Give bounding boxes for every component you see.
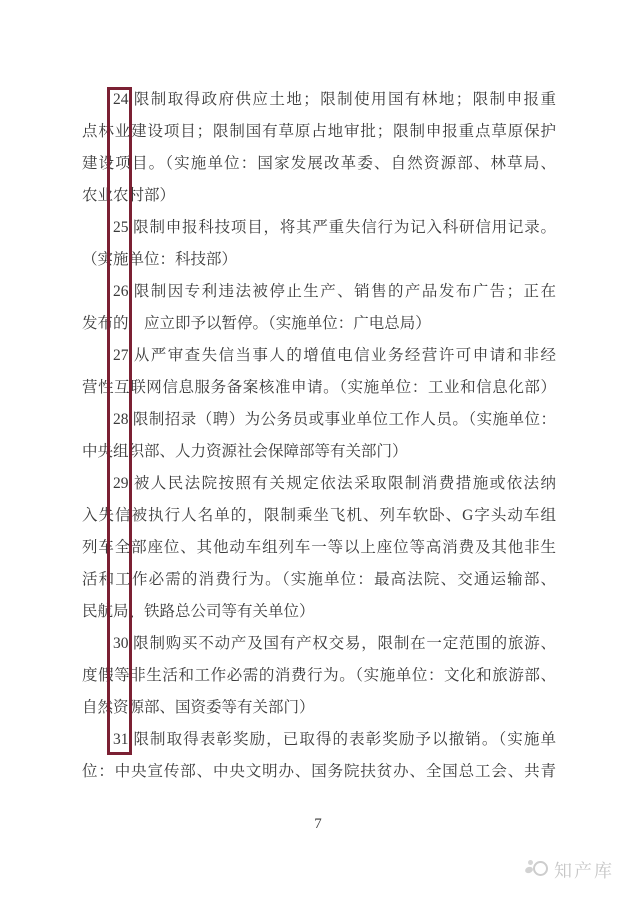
watermark: [525, 857, 614, 883]
text-line: 营性互联网信息服务备案核准申请。（实施单位：工业和信息化部）: [82, 379, 556, 396]
text-line: 26.限制因专利违法被停止生产、销售的产品发布广告；正在: [113, 283, 556, 300]
text-line: 自然资源部、国资委等有关部门）: [82, 699, 315, 716]
text-line: 发布的，应立即予以暂停。（实施单位：广电总局）: [82, 315, 431, 332]
text-line: 27.从严审查失信当事人的增值电信业务经营许可申请和非经: [113, 347, 556, 364]
text-line: 入失信被执行人名单的，限制乘坐飞机、列车软卧、G字头动车组: [82, 507, 556, 524]
text-line: （实施单位：科技部）: [82, 251, 238, 268]
text-line: 29.被人民法院按照有关规定依法采取限制消费措施或依法纳: [113, 475, 556, 492]
text-line: 位：中央宣传部、中央文明办、国务院扶贫办、全国总工会、共青: [82, 763, 556, 780]
text-line: 度假等非生活和工作必需的消费行为。（实施单位：文化和旅游部、: [82, 667, 556, 684]
text-line: 28.限制招录（聘）为公务员或事业单位工作人员。（实施单位：: [113, 411, 556, 428]
watermark-logo-icon: [525, 858, 549, 882]
text-line: 活和工作必需的消费行为。（实施单位：最高法院、交通运输部、: [82, 571, 556, 588]
text-line: 30.限制购买不动产及国有产权交易，限制在一定范围的旅游、: [113, 635, 556, 652]
text-line: 31.限制取得表彰奖励，已取得的表彰奖励予以撤销。（实施单: [113, 731, 556, 748]
text-line: 农业农村部）: [82, 187, 176, 204]
text-line: 点林业建设项目；限制国有草原占地审批；限制申报重点草原保护: [82, 123, 556, 140]
page-number: 7: [314, 816, 322, 832]
text-line: 建设项目。（实施单位：国家发展改革委、自然资源部、林草局、: [82, 155, 556, 172]
text-line: 民航局、铁路总公司等有关单位）: [82, 603, 315, 620]
document-body: [82, 84, 556, 788]
text-line: 25.限制申报科技项目，将其严重失信行为记入科研信用记录。: [113, 219, 556, 236]
text-line: 列车全部座位、其他动车组列车一等以上座位等高消费及其他非生: [82, 539, 556, 556]
text-line: 24.限制取得政府供应土地；限制使用国有林地；限制申报重: [113, 91, 556, 108]
watermark-label: 知产库: [554, 861, 614, 881]
text-line: 中央组织部、人力资源社会保障部等有关部门）: [82, 443, 408, 460]
